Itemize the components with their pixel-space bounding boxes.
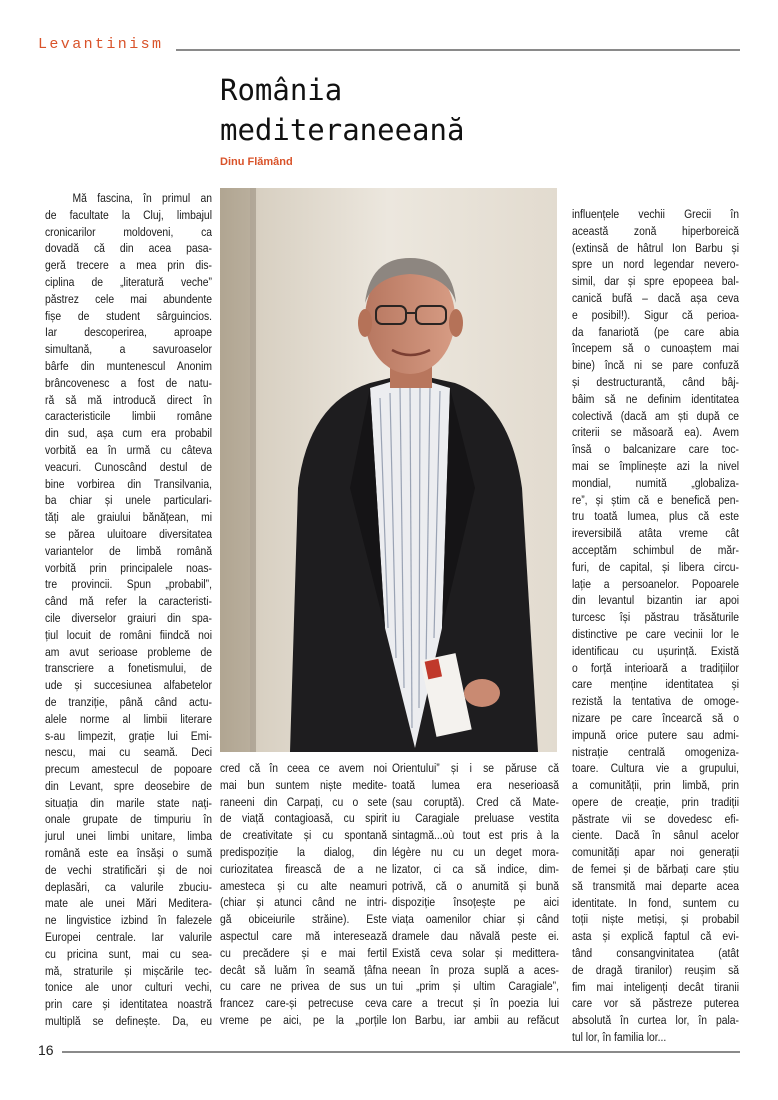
text-line: nizare pe care încearcă să o [572, 710, 739, 725]
text-line: bine vorbirea din Transilvania, [45, 476, 212, 491]
text-line: tre provincii. Spun „probabil”, [45, 577, 212, 592]
text-line: să transmită mai departe acea [572, 878, 739, 893]
text-line: care a trecut și în poezia lui [392, 996, 559, 1011]
text-line: și destructurantă, când bâj- [572, 374, 739, 389]
text-line: de femei și de bărbați care știu [572, 862, 739, 877]
text-line: viața oamenilor chiar și când [392, 912, 559, 927]
text-line: francez care-și petrecuse ceva [220, 996, 387, 1011]
text-line: lație a persoanelor. Popoarele [572, 576, 739, 591]
text-line: Ion Barbu, iar ambii au refăcut [392, 1012, 559, 1027]
text-line: când mă refer la caracteristi- [45, 594, 212, 609]
header-rule [176, 49, 740, 51]
text-line: alele norme al limbii literare [45, 711, 212, 726]
text-line: absolută în curtea lor, în pala- [572, 1013, 739, 1028]
text-line: această zonă hiperboreică [572, 223, 739, 238]
text-line: o forță interioară a tradițiilor [572, 660, 739, 675]
text-line: nescu, mai cu seamă. Deci [45, 745, 212, 760]
text-line: de vechi stratificări și de noi [45, 862, 212, 877]
article-title [220, 70, 464, 150]
text-line: da fanariotă (pe care abia [572, 324, 739, 339]
text-line: identitate. In fond, suntem cu [572, 895, 739, 910]
text-line: veacuri. Cunoscând destul de [45, 459, 212, 474]
text-line: de dragă tiranilor) reușim să [572, 962, 739, 977]
text-line: bine) încă ni se pare confuză [572, 358, 739, 373]
text-line: caracteristicile limbii române [45, 409, 212, 424]
text-line: ciente. Dacă în sânul acelor [572, 828, 739, 843]
text-line: vorbită ea în urmă cu câteva [45, 442, 212, 457]
text-line: amesteca și cu alte neamuri [220, 878, 387, 893]
text-line: nistrație centrală omogeniza- [572, 744, 739, 759]
text-line: Orientului” și i se păruse că [392, 761, 559, 775]
text-line: fim mai inteligenți decât tiranii [572, 979, 739, 994]
text-line: din Levant, spre deosebire de [45, 778, 212, 793]
text-line: de facultate la Cluj, limbajul [45, 207, 212, 222]
text-line: mai se împlinește azi la nivel [572, 458, 739, 473]
footer-rule [62, 1051, 740, 1053]
text-line: ne lingvistice izbind în falezele [45, 913, 212, 928]
text-line: tui „prim și ultim Caragiale”, [392, 979, 559, 994]
text-line: Europei centrale. Iar valurile [45, 930, 212, 945]
text-line: criterii se măsoară ea). Avem [572, 425, 739, 440]
text-line: tând consangvinitatea (atât [572, 946, 739, 961]
text-line: vreme pe aici, pe la „porțile [220, 1012, 387, 1027]
text-line: simultană, a savuroaselor [45, 342, 212, 357]
text-line: cu care ne privea de sus un [220, 979, 387, 994]
text-line: română este ea însăși o sumă [45, 846, 212, 861]
text-line: tonice ale unor culturi vechi, [45, 980, 212, 995]
text-line: légère nu cu un deget mora- [392, 844, 559, 859]
text-line: toată lumea era neserioasă [392, 777, 559, 792]
text-line: identificau cu ușurință. Există [572, 643, 739, 658]
text-line: geră trecere a mea prin dis- [45, 258, 212, 273]
text-line: colectivă (dacă am ști după ce [572, 408, 739, 423]
text-line: deplasări, ca valurile zbuciu- [45, 879, 212, 894]
text-line: situația din marile state nați- [45, 795, 212, 810]
text-line: dramele dau năvală peste ei. [392, 928, 559, 943]
article-author: Dinu Flămând [220, 156, 293, 168]
text-line: cronicarilor moldoveni, ca [45, 224, 212, 239]
text-line: mai bun suntem niște medite- [220, 777, 387, 792]
text-line: începem să o cunoaștem mai [572, 341, 739, 356]
text-line: prin care și identitatea noastră [45, 997, 212, 1012]
text-line: onale grupate de timpuriu în [45, 812, 212, 827]
text-line: țiul locuit de români fiindcă noi [45, 627, 212, 642]
text-line: spre un nord legendar nevero- [572, 257, 739, 272]
text-line: influențele vechii Grecii în [572, 207, 739, 221]
text-line: de creativitate și cu spontană [220, 828, 387, 843]
text-line: ciplina de „literatură veche” [45, 274, 212, 289]
text-line: e posibil!). Sigur că perioa- [572, 307, 739, 322]
text-line: de tranziție, până când actu- [45, 694, 212, 709]
text-line: lizator, ci ca să indice, dim- [392, 861, 559, 876]
text-line: acceptăm schimbul de măr- [572, 542, 739, 557]
text-line: canică bufă – dacă așa ceva [572, 290, 739, 305]
text-column-1 [45, 190, 212, 1030]
text-line: jurul unei limbi unitare, limba [45, 829, 212, 844]
text-line: tul lor, în familia lor... [572, 1030, 667, 1045]
text-line: curiozitatea firească de a ne [220, 861, 387, 876]
text-line: se părea uluitoare diversitatea [45, 526, 212, 541]
title-line: mediteraneeană [220, 113, 465, 147]
text-line: a comunității, prin limbă, prin [572, 778, 739, 793]
text-line: variantelor de limbă română [45, 543, 212, 558]
text-line: din sud, așa cum era probabil [45, 426, 212, 441]
text-line: sintagmă...où tout est pris à la [392, 828, 559, 843]
text-line: aspectul care mă interesează [220, 928, 387, 943]
text-line: vorbită prin principalele noas- [45, 560, 212, 575]
text-line: s-au limpezit, grație lui Emi- [45, 728, 212, 743]
text-line: gă obiceiurile străine). Este [220, 912, 387, 927]
text-column-3 [392, 760, 559, 1029]
text-column-2 [220, 760, 387, 1029]
text-line: potrivă, că o anumită și bună [392, 878, 559, 893]
text-line: neean în proza suplă a aces- [392, 962, 559, 977]
text-line: opere de creație, prin tradiții [572, 794, 739, 809]
text-line: păstrez cele mai abundente [45, 291, 212, 306]
text-line: însă o balcanizare care toc- [572, 442, 739, 457]
text-line: tru toată lumea, plus că este [572, 509, 739, 524]
text-line: bârfe din muntenescul Anonim [45, 358, 212, 373]
text-line: mate ale unei Mări Meditera- [45, 896, 212, 911]
text-line: dispoziție însoțește pe aici [392, 895, 559, 910]
text-line: (sau coruptă). Cred că Mate- [392, 794, 559, 809]
text-line: păstrate vii se dovedesc efi- [572, 811, 739, 826]
text-line: Există ceva solar și medittera- [392, 945, 559, 960]
text-line: cu precădere și e mai fertil [220, 945, 387, 960]
text-line: impună orice putere sau admi- [572, 727, 739, 742]
text-line: comunități apar noi generații [572, 845, 739, 860]
text-line: fișe de student sârguincios. [45, 308, 212, 323]
author-photo [220, 188, 557, 752]
text-line: care vor să păstreze puterea [572, 996, 739, 1011]
text-line: toții niște metiși, și probabil [572, 912, 739, 927]
text-line: decât să luăm în seamă țâfna [220, 962, 387, 977]
text-line: de viață contagioasă, cu spirit [220, 811, 387, 826]
text-line: toare. Cultura vie a grupului, [572, 761, 739, 776]
text-column-4 [572, 206, 739, 1046]
text-line: cu pricina sunt, mai cu sea- [45, 946, 212, 961]
text-line: cile diverselor graiuri din spa- [45, 610, 212, 625]
text-line: ră să mă introducă direct în [45, 392, 212, 407]
text-line: turcesc își păstrau trăsăturile [572, 610, 739, 625]
text-line: Mă fascina, în primul an [72, 191, 213, 205]
text-line: ude și succesiunea alfabetelor [45, 678, 212, 693]
text-line: rezistă la tentativa de omoge- [572, 694, 739, 709]
text-line: care menține identitatea și [572, 677, 739, 692]
text-line: distinctive pe care vecinii lor le [572, 626, 739, 641]
text-line: mondial, numită „globaliza- [572, 475, 739, 490]
text-line: furi, de capital, și libera circu- [572, 559, 739, 574]
text-line: asta și explică faptul că evi- [572, 929, 739, 944]
text-line: transcriere a fonetismului, de [45, 661, 212, 676]
text-line: brâncovenesc a fost de natu- [45, 375, 212, 390]
text-line: (extinsă de hâtrul Ion Barbu și [572, 240, 739, 255]
text-line: re”, și știm că e benefică pen- [572, 492, 739, 507]
text-line: iu Caragiale preluase vestita [392, 811, 559, 826]
text-line: Iar descoperirea, aproape [45, 325, 212, 340]
title-line: România [220, 73, 343, 107]
text-line: tăți ale graiului bănățean, mi [45, 510, 212, 525]
page-number: 16 [38, 1042, 54, 1058]
text-line: raneeni din Carpați, cu o sete [220, 794, 387, 809]
text-line: mă, straturile și mișcările tec- [45, 963, 212, 978]
text-line: dovadă că din acea pasa- [45, 241, 212, 256]
text-line: precum amestecul de popoare [45, 762, 212, 777]
text-line: predispoziție la dialog, din [220, 844, 387, 859]
text-line: ba chiar și unele particulari- [45, 493, 212, 508]
text-line: cred că în ceea ce avem noi [220, 761, 387, 775]
text-line: simil, dar și spre epopeea bal- [572, 274, 739, 289]
text-line: multiplă se definește. Da, eu [45, 1014, 212, 1029]
section-label: Levantinism [38, 36, 164, 53]
text-line: bâim să ne definim identitatea [572, 391, 739, 406]
text-line: din levantul bizantin iar apoi [572, 593, 739, 608]
text-line: am avut serioase probleme de [45, 644, 212, 659]
text-line: (chiar și atunci când ne intri- [220, 895, 387, 910]
text-line: ireversibilă atâta vreme cât [572, 526, 739, 541]
